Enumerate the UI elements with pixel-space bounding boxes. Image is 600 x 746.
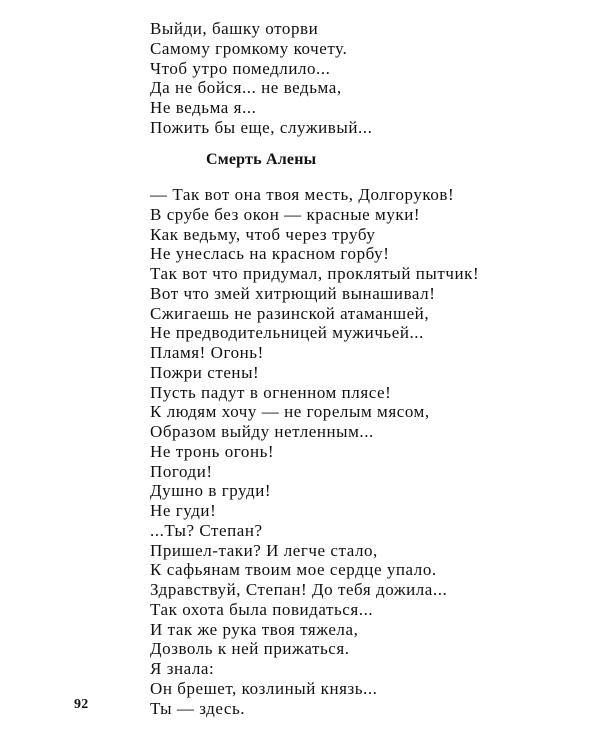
poem-title: Смерть Алены — [206, 151, 317, 168]
poem-line: Не ведьма я... — [150, 98, 257, 118]
poem-line: Пожить бы еще, служивый... — [150, 117, 373, 137]
poem-line: Погоди! — [150, 461, 213, 481]
poem-line: Как ведьму, чтоб через трубу — [150, 224, 376, 244]
poem-line: Я знала: — [150, 659, 215, 678]
poem-line: Здравствуй, Степан! До тебя дожила... — [150, 580, 448, 599]
poem-line: Пламя! Огонь! — [150, 343, 264, 362]
poem-line: Дозволь к ней прижаться. — [150, 639, 350, 659]
poem-line: Не унеслась на красном горбу! — [150, 244, 390, 264]
poem-line: Выйди, башку оторви — [150, 19, 319, 38]
poem-line: Пусть падут в огненном плясе! — [150, 382, 392, 402]
poem-line: Душно в груди! — [150, 481, 272, 501]
poem-line: В срубе без окон — красные муки! — [150, 204, 421, 224]
poem-line: Самому громкому кочету. — [150, 38, 348, 58]
poem-body — [150, 185, 580, 718]
poem-line: — Так вот она твоя месть, Долгоруков! — [150, 185, 455, 204]
poem-line: Образом выйду нетленным... — [150, 422, 374, 441]
poem-line: К людям хочу — не горелым мясом, — [150, 402, 430, 422]
poem-line: Да не бойся... не ведьма, — [150, 78, 342, 98]
poem-line: Не гуди! — [150, 501, 217, 520]
poem-line: Не предводительницей мужичьей... — [150, 323, 424, 343]
poem-line: Ты — здесь. — [150, 698, 246, 718]
poem-line: Не тронь огонь! — [150, 441, 275, 461]
poem-line: Вот что змей хитрющий вынашивал! — [150, 283, 436, 303]
poem-line: Пожри стены! — [150, 362, 260, 382]
poem-line: Чтоб утро помедлило... — [150, 58, 331, 78]
page-number: 92 — [74, 697, 89, 712]
poem-line: Он брешет, козлиный князь... — [150, 678, 378, 698]
poem-line: К сафьянам твоим мое сердце упало. — [150, 560, 437, 580]
previous-poem-ending — [150, 19, 570, 138]
poem-line: И так же рука твоя тяжела, — [150, 619, 359, 639]
poem-line: Так вот что придумал, проклятый пытчик! — [150, 264, 480, 283]
poem-line: Сжигаешь не разинской атаманшей, — [150, 303, 430, 323]
poem-line: ...Ты? Степан? — [150, 520, 263, 540]
poem-line: Так охота была повидаться... — [150, 599, 374, 619]
poem-line: Пришел-таки? И легче стало, — [150, 540, 378, 560]
